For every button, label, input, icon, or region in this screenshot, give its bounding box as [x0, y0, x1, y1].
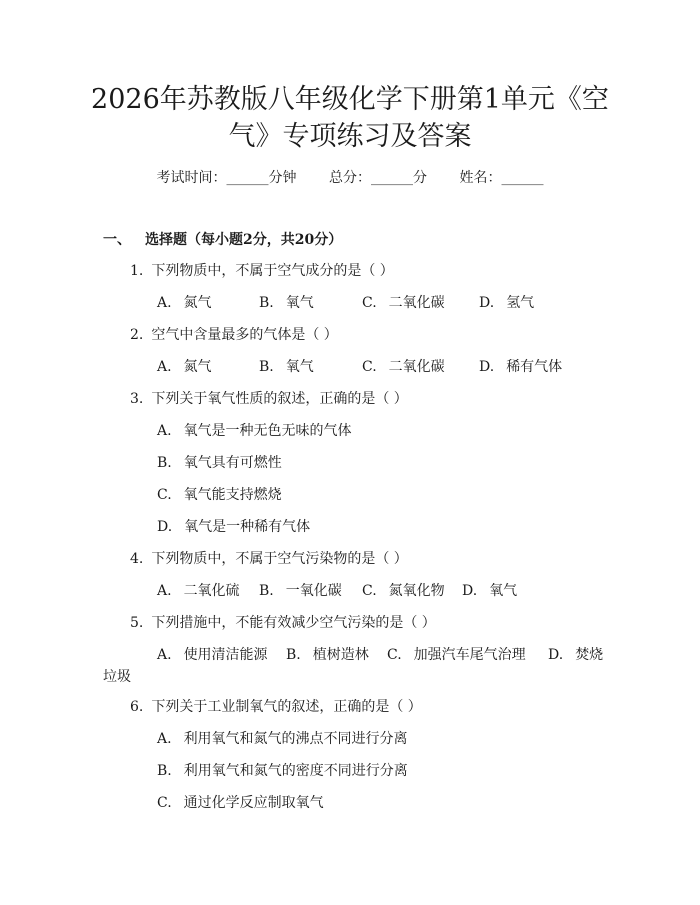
question-text: 下列措施中，不能有效减少空气污染的是（ ） — [151, 615, 436, 631]
question-number: 1. — [130, 263, 144, 279]
exam-time-field: 考试时间：______分钟 — [156, 170, 297, 186]
page-title-line2: 气》专项练习及答案 — [228, 121, 472, 152]
option-1a: A. 氮气 — [157, 295, 212, 311]
question-3 — [130, 388, 408, 410]
option-1c: C. 二氧化碳 — [362, 295, 445, 311]
section-heading — [103, 229, 342, 251]
option-3c: C. 氧气能支持燃烧 — [157, 487, 282, 503]
question-text: 空气中含量最多的气体是（ ） — [151, 327, 338, 343]
option-1d: D. 氢气 — [479, 295, 535, 311]
question-4 — [130, 548, 408, 570]
page-title-line1: 2026年苏教版八年级化学下册第1单元《空 — [91, 84, 609, 115]
option-6c: C. 通过化学反应制取氧气 — [157, 795, 324, 811]
option-4a: A. 二氧化硫 — [157, 583, 240, 599]
question-number: 3. — [130, 391, 144, 407]
question-number: 4. — [130, 551, 144, 567]
question-number: 2. — [130, 327, 144, 343]
question-text: 下列物质中，不属于空气成分的是（ ） — [151, 263, 394, 279]
option-2a: A. 氮气 — [157, 359, 212, 375]
option-2d: D. 稀有气体 — [479, 359, 563, 375]
question-number: 5. — [130, 615, 144, 631]
option-4b: B. 一氧化碳 — [259, 583, 342, 599]
option-3a: A. 氧气是一种无色无味的气体 — [157, 423, 352, 439]
option-3b: B. 氧气具有可燃性 — [157, 455, 282, 471]
question-1 — [130, 260, 394, 282]
option-5c: C. 加强汽车尾气治理 — [387, 647, 526, 663]
option-6b: B. 利用氧气和氮气的密度不同进行分离 — [157, 763, 408, 779]
exam-name-field: 姓名：______ — [459, 170, 544, 186]
option-4c: C. 氮氧化物 — [362, 583, 445, 599]
question-text: 下列关于工业制氧气的叙述，正确的是（ ） — [151, 699, 422, 715]
option-6a: A. 利用氧气和氮气的沸点不同进行分离 — [157, 731, 408, 747]
option-4d: D. 氧气 — [462, 583, 518, 599]
section-number: 一、 — [103, 232, 131, 248]
option-5a: A. 使用清洁能源 — [157, 647, 268, 663]
option-1b: B. 氧气 — [259, 295, 314, 311]
question-text: 下列关于氧气性质的叙述，正确的是（ ） — [151, 391, 408, 407]
option-5d: D. 焚烧 — [548, 647, 604, 663]
exam-info-row — [0, 167, 700, 189]
exam-score-field: 总分：______分 — [329, 170, 427, 186]
question-2 — [130, 324, 338, 346]
section-label: 选择题（每小题2分，共20分） — [145, 232, 343, 248]
question-number: 6. — [130, 699, 144, 715]
option-5b: B. 植树造林 — [286, 647, 369, 663]
option-3d: D. 氧气是一种稀有气体 — [157, 519, 311, 535]
option-5d-wrap: 垃圾 — [103, 669, 131, 685]
question-6 — [130, 696, 422, 718]
question-5 — [130, 612, 436, 634]
question-text: 下列物质中，不属于空气污染物的是（ ） — [151, 551, 408, 567]
option-2c: C. 二氧化碳 — [362, 359, 445, 375]
option-2b: B. 氧气 — [259, 359, 314, 375]
